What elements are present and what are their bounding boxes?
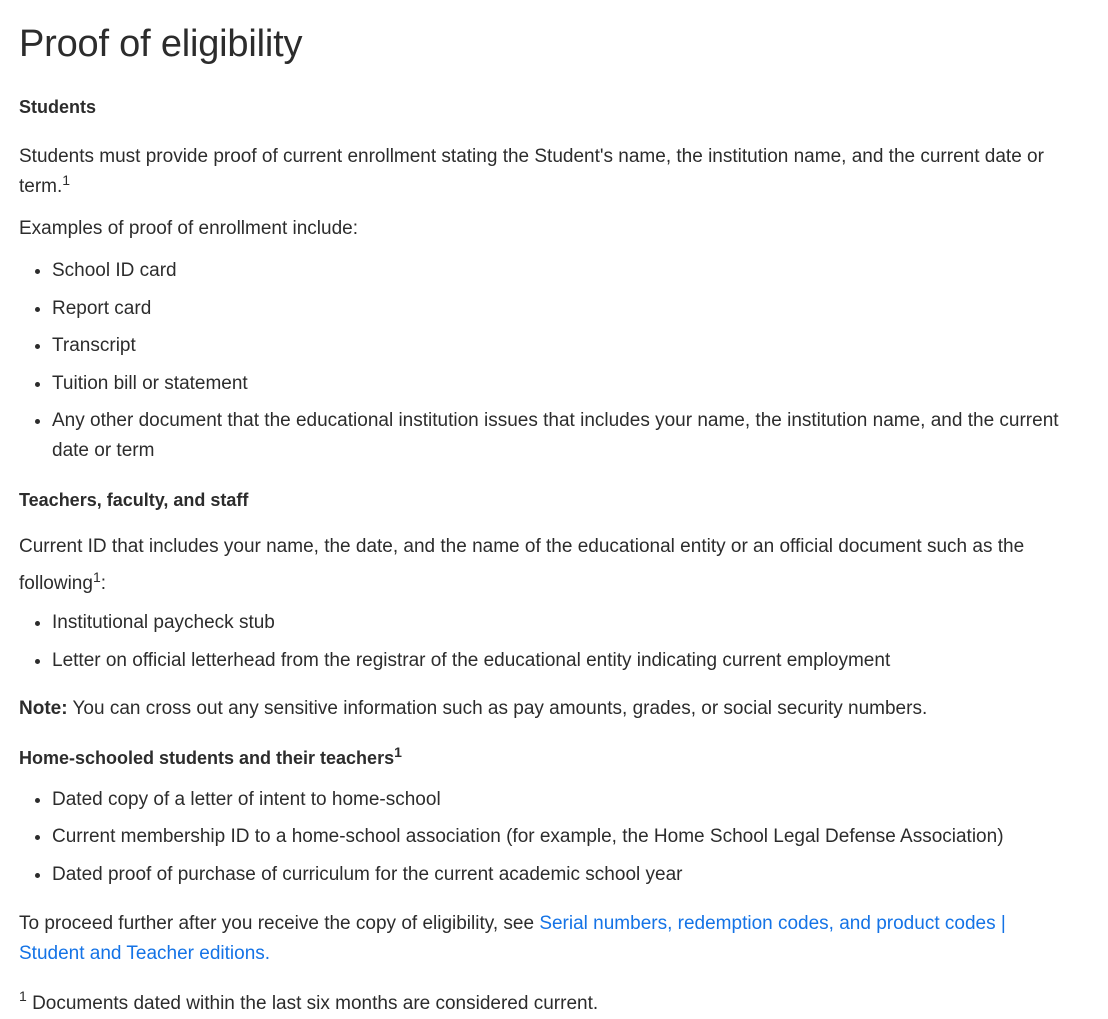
section-heading-teachers: Teachers, faculty, and staff xyxy=(19,490,249,510)
note-label: Note: xyxy=(19,697,68,719)
serial-numbers-link[interactable]: Serial numbers, redemption codes, and product codes | Student and Teacher editions. xyxy=(19,912,1006,964)
teachers-intro-line2: following xyxy=(19,573,93,594)
list-item: • Dated proof of purchase of curriculum for the current academic school year xyxy=(52,860,1068,890)
students-intro xyxy=(19,142,1068,202)
teachers-intro-line1: Current ID that includes your name, the date, and the name of the educational entity or an official document such as the xyxy=(19,536,1025,557)
homeschool-proof-list xyxy=(19,785,1068,890)
teachers-proof-list xyxy=(19,608,1068,676)
footnote-ref: 1 xyxy=(394,743,402,760)
homeschool-heading-text: Home-schooled students and their teachers xyxy=(19,747,395,768)
list-item: • Tuition bill or statement xyxy=(52,369,1068,399)
proceed-paragraph xyxy=(19,909,1068,969)
list-item: • Letter on official letterhead from the registrar of the educational entity indicating current employment xyxy=(52,646,1068,676)
list-item: • Any other document that the educational institution issues that includes your name, the institution name, and the current date or term xyxy=(52,406,1068,466)
footnote-ref: 1 xyxy=(92,569,101,585)
note xyxy=(19,694,1068,724)
students-intro-text: Students must provide proof of current enrollment stating the Student's name, the institution name, and the current date or term. xyxy=(19,146,1044,197)
teachers-intro-line2-wrap xyxy=(19,565,1068,602)
list-item: • Institutional paycheck stub xyxy=(52,608,1068,638)
proceed-text: To proceed further after you receive the copy of eligibility, see xyxy=(19,912,540,934)
teachers-intro-end: : xyxy=(100,573,107,594)
list-item: • School ID card xyxy=(52,256,1068,286)
list-item: • Current membership ID to a home-school association (for example, the Home School Legal Defense Association) xyxy=(52,822,1068,852)
footnote-ref: 1 xyxy=(62,172,71,188)
students-proof-list xyxy=(19,256,1068,466)
footnote-marker: 1 xyxy=(19,987,27,1004)
section-heading-homeschool xyxy=(19,743,1068,773)
list-item: • Report card xyxy=(52,294,1068,324)
footnote xyxy=(19,989,1068,1019)
list-item: • Transcript xyxy=(52,331,1068,361)
teachers-intro xyxy=(19,528,1068,602)
list-item: • Dated copy of a letter of intent to home-school xyxy=(52,785,1068,815)
examples-label: Examples of proof of enrollment include: xyxy=(19,218,359,239)
footnote-text: Documents dated within the last six months are considered current. xyxy=(26,992,599,1014)
section-heading-students: Students xyxy=(19,97,97,117)
page-title: Proof of eligibility xyxy=(19,23,303,65)
note-text: You can cross out any sensitive information such as pay amounts, grades, or social security numbers. xyxy=(67,697,928,719)
